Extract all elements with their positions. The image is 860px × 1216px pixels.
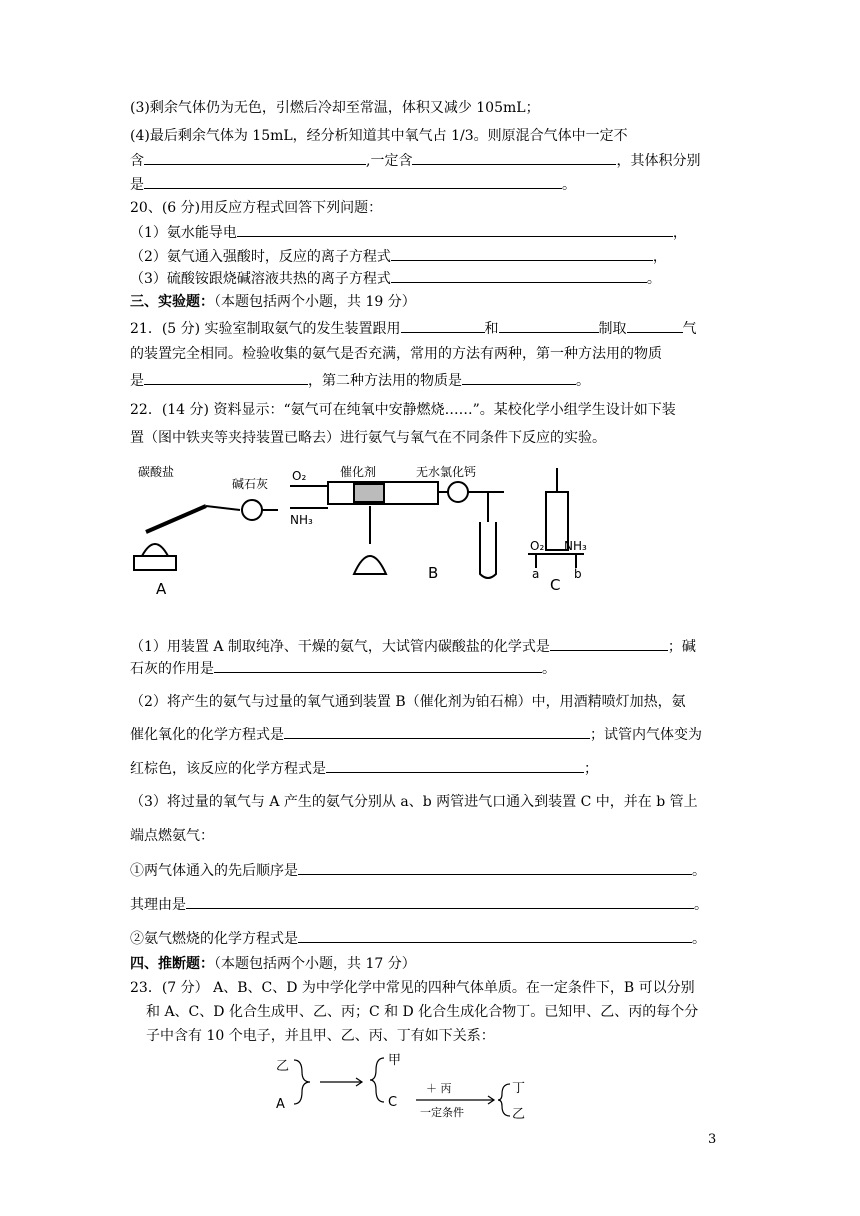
text: 制取 (598, 321, 627, 337)
text-line: 子中含有 10 个电子，并且甲、乙、丙、丁有如下关系： (146, 1028, 495, 1044)
collection-tube-b (480, 522, 496, 578)
scheme-yi: 乙 (276, 1059, 290, 1074)
text-line (130, 268, 661, 289)
blank (186, 894, 694, 909)
text-line: (3)剩余气体仍为无色，引燃后冷却至常温，体积又减少 105mL； (130, 100, 540, 116)
question-21 (130, 318, 697, 339)
text: （3）硫酸铵跟烧碱溶液共热的离子方程式 (130, 271, 391, 287)
text: 含 (130, 153, 144, 169)
drying-tube-b (448, 482, 468, 502)
text-line: 端点燃氨气： (130, 828, 214, 844)
text: ；碱 (667, 639, 696, 655)
scheme-condition: 一定条件 (420, 1106, 464, 1119)
text: 。 (646, 271, 661, 287)
label-o2-c: O₂ (530, 539, 545, 553)
question-23: 23．(7 分） A、B、C、D 为中学化学中常见的四种气体单质。在一定条件下，B 可以分别 (130, 980, 695, 996)
text-line (130, 724, 702, 745)
label-C: C (550, 576, 561, 594)
brace-left (294, 1060, 310, 1104)
text: 。 (576, 373, 590, 389)
text: 和 (484, 321, 499, 337)
section-3-heading (130, 292, 416, 312)
text-line (130, 658, 556, 679)
reaction-scheme (270, 1052, 550, 1124)
brace-mid (370, 1058, 384, 1102)
label-b-small: b (574, 567, 582, 581)
text: 其理由是 (130, 897, 186, 913)
label-nh3: NH₃ (290, 513, 313, 527)
text-line: 和 A、C、D 化合生成甲、乙、丙；C 和 D 化合生成化合物丁。已知甲、乙、丙的每个分 (146, 1004, 699, 1020)
label-A: A (156, 580, 167, 598)
text-line (130, 928, 706, 949)
text-line: 置（图中铁夹等夹持装置已略去）进行氨气与氧气在不同条件下反应的实验。 (130, 430, 606, 446)
burner-b (354, 556, 386, 574)
blank (401, 318, 485, 333)
label-B: B (428, 564, 439, 582)
text: 红棕色，该反应的化学方程式是 (130, 761, 326, 777)
text-line (130, 370, 590, 391)
blank (284, 724, 590, 739)
scheme-yi2: 乙 (512, 1107, 526, 1122)
blank (144, 174, 562, 189)
scheme-jia: 甲 (388, 1053, 402, 1068)
label-cacl2: 无水氯化钙 (416, 465, 477, 479)
test-tube-a (146, 506, 206, 532)
catalyst (354, 484, 384, 502)
text-line (130, 150, 700, 171)
text: 是 (130, 177, 144, 193)
blank (499, 318, 599, 333)
section-title: 三、实验题： (130, 294, 214, 310)
blank (326, 758, 584, 773)
page-number: 3 (708, 1132, 717, 1147)
label-carbonate: 碳酸盐 (138, 465, 175, 479)
text: ，其体积分别 (616, 153, 701, 169)
blank (237, 222, 673, 237)
text-line (130, 860, 706, 881)
flame-a (142, 544, 168, 556)
blank (412, 150, 616, 165)
text: ②氨气燃烧的化学方程式是 (130, 931, 298, 947)
section-desc: （本题包括两个小题，共 19 分） (214, 294, 416, 310)
subquestion-1 (130, 636, 696, 657)
label-a-small: a (532, 567, 540, 581)
text: 。 (692, 931, 706, 947)
pipe-a (206, 506, 240, 510)
question-22: 22．(14 分) 资料显示：“氨气可在纯氧中安静燃烧……”。某校化学小组学生设计如下装 (130, 402, 676, 418)
blank (298, 860, 692, 875)
text-line (130, 246, 667, 267)
label-o2: O₂ (292, 469, 307, 483)
text: （2）氨气通入强酸时，反应的离子方程式 (130, 249, 391, 265)
brace-right (498, 1084, 510, 1116)
text-line (130, 174, 576, 195)
text: ， (672, 225, 687, 241)
text: （1）氨水能导电 (130, 225, 237, 241)
blank (550, 636, 668, 651)
section-title: 四、推断题： (130, 956, 214, 972)
text-line (130, 894, 708, 915)
text: 气 (682, 321, 697, 337)
blank (144, 370, 308, 385)
label-catalyst: 催化剂 (340, 465, 377, 479)
text: 。 (542, 661, 556, 677)
blank (462, 370, 576, 385)
blank (627, 318, 683, 333)
blank (144, 150, 366, 165)
text: ， (652, 249, 667, 265)
label-sodalime: 碱石灰 (232, 477, 269, 491)
text: 。 (692, 863, 706, 879)
blank (391, 268, 647, 283)
drying-tube-a (242, 500, 262, 520)
section-4-heading (130, 954, 416, 974)
text-line (130, 222, 687, 243)
blank (298, 928, 692, 943)
text: （1）用装置 A 制取纯净、干燥的氨气，大试管内碳酸盐的化学式是 (130, 639, 550, 655)
subquestion-3: （3）将过量的氧气与 A 产生的氨气分别从 a、b 两管进气口通入到装置 C 中，并在 b 管上 (130, 794, 698, 810)
text: 。 (694, 897, 708, 913)
text: 石灰的作用是 (130, 661, 214, 677)
text: ①两气体通入的先后顺序是 (130, 863, 298, 879)
blank (391, 246, 653, 261)
text: 21．(5 分) 实验室制取氨气的发生装置跟用 (130, 321, 401, 337)
text: 。 (562, 177, 576, 193)
text-line: (4)最后剩余气体为 15mL，经分析知道其中氧气占 1/3。则原混合气体中一定不 (130, 128, 628, 144)
text: 是 (130, 373, 144, 389)
section-desc: （本题包括两个小题，共 17 分） (214, 956, 416, 972)
text: 催化氧化的化学方程式是 (130, 727, 284, 743)
subquestion-2: （2）将产生的氨气与过量的氧气通到装置 B（催化剂为铂石棉）中，用酒精喷灯加热，氨 (130, 694, 686, 710)
label-nh3-c: NH₃ (564, 539, 587, 553)
question-20: 20、(6 分)用反应方程式回答下列问题： (130, 200, 383, 216)
text: ； (584, 761, 598, 777)
text-line: 的装置完全相同。检验收集的氨气是否充满，常用的方法有两种，第一种方法用的物质 (130, 346, 662, 362)
scheme-a: A (276, 1097, 285, 1112)
text: ；试管内气体变为 (590, 727, 702, 743)
text-line (130, 758, 598, 779)
apparatus-figure (128, 462, 628, 602)
burner-base-a (134, 556, 176, 570)
scheme-ding: 丁 (512, 1081, 526, 1096)
scheme-plus-bing: ＋ 丙 (426, 1082, 452, 1095)
scheme-c: C (388, 1095, 398, 1110)
text: ,一定含 (366, 153, 413, 169)
text: ，第二种方法用的物质是 (308, 373, 462, 389)
blank (214, 658, 542, 673)
